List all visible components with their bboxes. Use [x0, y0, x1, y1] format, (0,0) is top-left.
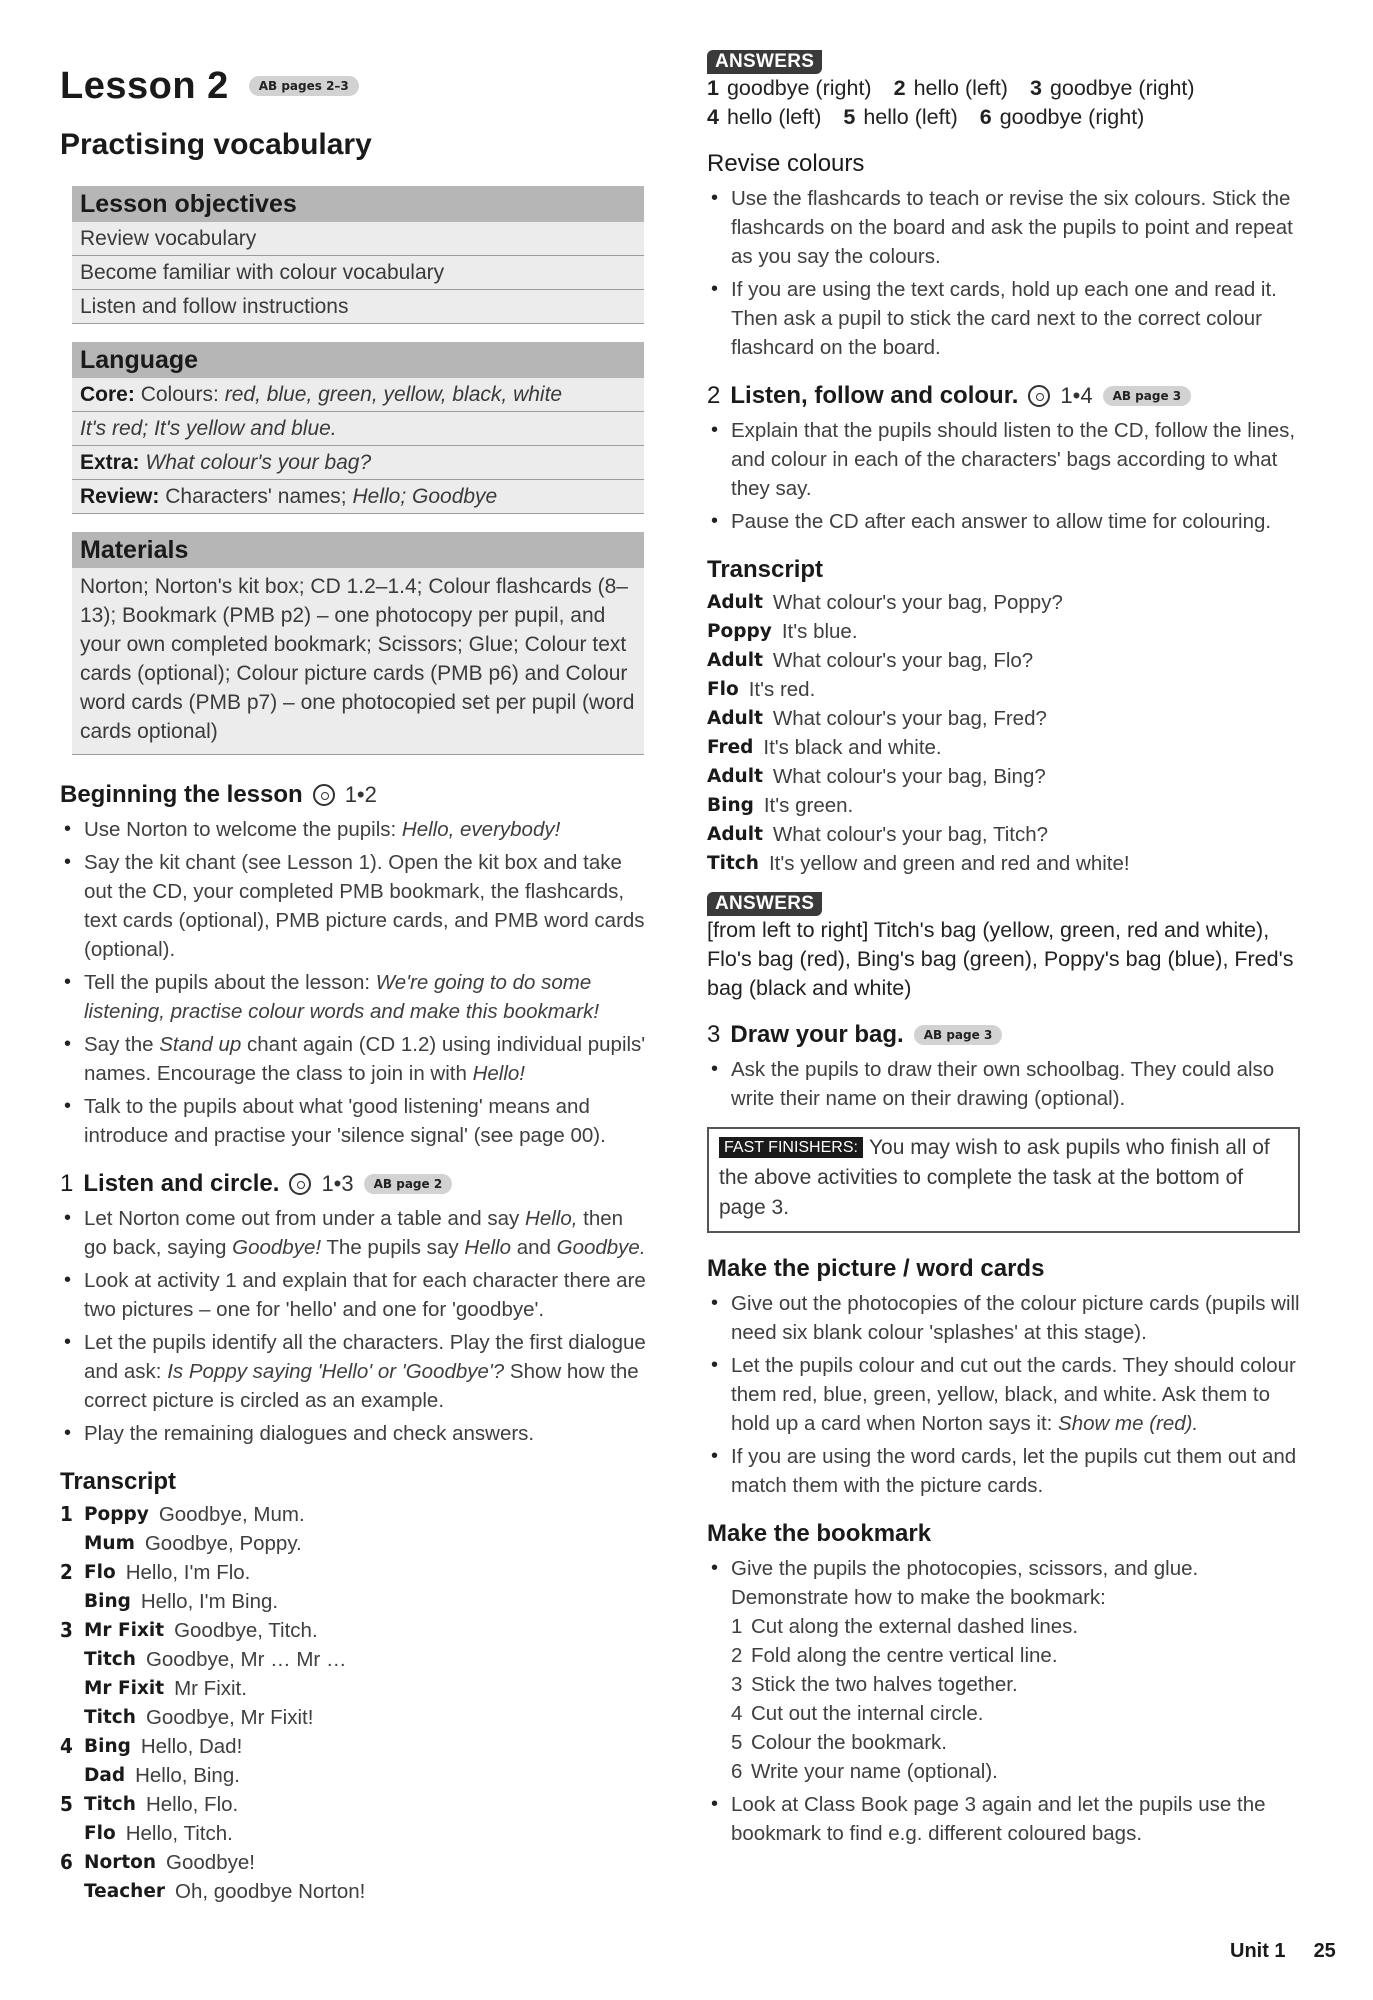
objectives-heading: Lesson objectives [72, 186, 644, 222]
step-text: Stick the two halves together. [751, 1673, 1018, 1696]
dialogue-line: What colour's your bag, Titch? [772, 823, 1049, 846]
activity3-list [707, 1055, 1300, 1113]
answer-number: 2 [893, 76, 906, 100]
language-extra: Extra: What colour's your bag? [72, 446, 644, 480]
transcript-row [60, 1819, 650, 1848]
fast-finishers-tag: FAST FINISHERS: [719, 1137, 863, 1158]
transcript-row [60, 1674, 650, 1703]
row-number [60, 1645, 84, 1674]
speaker: Mr Fixit [84, 1620, 165, 1641]
list-item: • Tell the pupils about the lesson: We're going to do some listening, practise colour words and make this bookmark! [60, 968, 650, 1026]
row-number [60, 1529, 84, 1558]
list-item: • Let Norton come out from under a table and say Hello, then go back, saying Goodbye! The pupils say Hello and Goodbye. [60, 1204, 650, 1262]
transcript-row [707, 791, 1300, 820]
list-item: • Look at activity 1 and explain that for each character there are two pictures – one for 'hello' and one for 'goodbye'. [60, 1266, 650, 1324]
transcript-row [60, 1790, 650, 1819]
speaker: Poppy [84, 1504, 149, 1525]
row-number: 1 [60, 1502, 73, 1526]
step-number: 3 [731, 1673, 743, 1696]
step-text: Cut along the external dashed lines. [751, 1615, 1079, 1638]
transcript2 [707, 588, 1300, 878]
cd-icon [1028, 385, 1050, 407]
speaker: Titch [84, 1707, 136, 1728]
speaker: Norton [84, 1852, 157, 1873]
step-number: 1 [731, 1615, 743, 1638]
cd-icon [289, 1173, 311, 1195]
speaker: Mum [84, 1533, 135, 1554]
row-number: 3 [60, 1618, 73, 1642]
transcript-row [707, 820, 1300, 849]
list-item: • Talk to the pupils about what 'good listening' means and introduce and practise your 'silence signal' (see page 00). [60, 1092, 650, 1150]
lesson-subtitle: Practising vocabulary [60, 128, 372, 161]
dialogue-line: Mr Fixit. [174, 1677, 247, 1700]
transcript-row [60, 1877, 650, 1906]
unit-label: Unit 1 [1230, 1940, 1286, 1962]
ab-pages-badge: AB pages 2–3 [249, 76, 359, 96]
dialogue-line: Hello, Titch. [125, 1822, 233, 1845]
activity1-list [60, 1204, 650, 1448]
row-number: 5 [60, 1792, 73, 1816]
answer-number: 5 [843, 105, 856, 129]
objective-item: Listen and follow instructions [72, 290, 644, 324]
row-number: 2 [60, 1560, 73, 1584]
transcript-row [60, 1616, 650, 1645]
materials-heading: Materials [72, 532, 644, 568]
list-item: • Explain that the pupils should listen to the CD, follow the lines, and colour in each of the characters' bags according to what they say. [707, 416, 1300, 503]
transcript-row [60, 1848, 650, 1877]
answer-text: hello (left) [863, 105, 958, 129]
transcript-row [707, 646, 1300, 675]
list-item: • If you are using the word cards, let the pupils cut them out and match them with the picture cards. [707, 1442, 1300, 1500]
step-text: Colour the bookmark. [751, 1731, 947, 1754]
dialogue-line: Goodbye! [166, 1851, 255, 1874]
answer-number: 6 [979, 105, 992, 129]
row-number [60, 1674, 84, 1703]
speaker: Flo [84, 1562, 116, 1583]
transcript-row [707, 617, 1300, 646]
dialogue-line: Hello, Bing. [135, 1764, 240, 1787]
track-number: 1•3 [321, 1171, 354, 1196]
transcript-row [60, 1587, 650, 1616]
transcript-row [60, 1529, 650, 1558]
revise-heading: Revise colours [707, 150, 865, 177]
materials-box [72, 532, 644, 755]
dialogue-line: Hello, I'm Bing. [140, 1590, 279, 1613]
speaker: Poppy [707, 621, 772, 642]
list-item: • Say the Stand up chant again (CD 1.2) using individual pupils' names. Encourage the class to join in with Hello! [60, 1030, 650, 1088]
dialogue-line: It's black and white. [763, 736, 942, 759]
dialogue-line: What colour's your bag, Fred? [772, 707, 1047, 730]
answer-text: goodbye (right) [999, 105, 1145, 129]
track-number: 1•4 [1060, 383, 1093, 408]
transcript-row [707, 849, 1300, 878]
answers-line [707, 103, 1300, 132]
bookmark-step [731, 1757, 1300, 1786]
dialogue-line: It's green. [763, 794, 854, 817]
dialogue-line: It's blue. [781, 620, 858, 643]
speaker: Titch [707, 853, 759, 874]
transcript-row [60, 1761, 650, 1790]
row-number: 4 [60, 1734, 73, 1758]
bookmark-steps [731, 1612, 1300, 1786]
answer-number: 1 [707, 76, 719, 100]
answer-text: hello (left) [913, 76, 1008, 100]
bookmark-step [731, 1612, 1300, 1641]
speaker: Bing [84, 1591, 131, 1612]
transcript-row [707, 704, 1300, 733]
speaker: Adult [707, 766, 763, 787]
list-item: • Use the flashcards to teach or revise the six colours. Stick the flashcards on the board and ask the pupils to point and repeat as you say the colours. [707, 184, 1300, 271]
dialogue-line: Hello, Dad! [140, 1735, 243, 1758]
step-number: 6 [731, 1760, 743, 1783]
transcript2-heading: Transcript [707, 556, 824, 583]
bookmark-list [707, 1554, 1300, 1848]
dialogue-line: What colour's your bag, Poppy? [772, 591, 1063, 614]
cd-icon [313, 784, 335, 806]
speaker: Flo [84, 1823, 116, 1844]
ab-page-badge: AB page 2 [364, 1174, 453, 1194]
answer-text: goodbye (right) [726, 76, 872, 100]
row-number [60, 1819, 84, 1848]
speaker: Adult [707, 824, 763, 845]
answers2-text: [from left to right] Titch's bag (yellow, green, red and white), Flo's bag (red), Bing's bag (green), Poppy's bag (blue), Fred's bag (black and white) [707, 918, 1294, 1000]
list-item: • Look at Class Book page 3 again and let the pupils use the bookmark to find e.g. different coloured bags. [707, 1790, 1300, 1848]
objective-item: Become familiar with colour vocabulary [72, 256, 644, 290]
dialogue-line: Goodbye, Mr … Mr … [145, 1648, 347, 1671]
answers-tag: ANSWERS [707, 892, 822, 916]
step-number: 2 [731, 1644, 743, 1667]
activity2-list [707, 416, 1300, 536]
list-item: • Pause the CD after each answer to allow time for colouring. [707, 507, 1300, 536]
dialogue-line: Goodbye, Mr Fixit! [145, 1706, 314, 1729]
list-item: • If you are using the text cards, hold up each one and read it. Then ask a pupil to stick the card next to the correct colour flashcard on the board. [707, 275, 1300, 362]
transcript-row [707, 588, 1300, 617]
answer-text: goodbye (right) [1049, 76, 1195, 100]
dialogue-line: Oh, goodbye Norton! [175, 1880, 366, 1903]
speaker: Dad [84, 1765, 126, 1786]
speaker: Adult [707, 650, 763, 671]
bookmark-step [731, 1699, 1300, 1728]
activity2-heading: 2 Listen, follow and colour. 1•4 AB page 3 [707, 382, 1300, 410]
dialogue-line: What colour's your bag, Bing? [772, 765, 1046, 788]
speaker: Flo [707, 679, 739, 700]
row-number [60, 1761, 84, 1790]
answer-text: hello (left) [726, 105, 822, 129]
dialogue-line: What colour's your bag, Flo? [772, 649, 1034, 672]
language-core-line2: It's red; It's yellow and blue. [72, 412, 644, 446]
step-text: Cut out the internal circle. [751, 1702, 984, 1725]
list-item: • Ask the pupils to draw their own schoolbag. They could also write their name on their drawing (optional). [707, 1055, 1300, 1113]
language-core: Core: Colours: red, blue, green, yellow, black, white [72, 378, 644, 412]
lesson-title: Lesson 2 [60, 64, 229, 107]
speaker: Adult [707, 708, 763, 729]
speaker: Titch [84, 1649, 136, 1670]
transcript-row [707, 675, 1300, 704]
step-text: Fold along the centre vertical line. [751, 1644, 1058, 1667]
list-item: • Let the pupils colour and cut out the cards. They should colour them red, blue, green, yellow, black, and white. Ask them to hold up a card when Norton says it: Show me (red). [707, 1351, 1300, 1438]
bookmark-step [731, 1641, 1300, 1670]
transcript1-heading: Transcript [60, 1468, 177, 1495]
fast-finishers-box: FAST FINISHERS: You may wish to ask pupils who finish all of the above activities to complete the task at the bottom of page 3. [707, 1127, 1300, 1233]
materials-text: Norton; Norton's kit box; CD 1.2–1.4; Colour flashcards (8–13); Bookmark (PMB p2) – one photocopy per pupil, and your own completed bookmark; Scissors; Glue; Colour text cards (optional); Colour picture cards (PMB p6) and Colour word cards (PMB p7) – one photocopied set per pupil (word cards optional) [72, 568, 644, 755]
row-number [60, 1877, 84, 1906]
dialogue-line: Hello, Flo. [145, 1793, 239, 1816]
objectives-box [72, 186, 644, 324]
row-number: 6 [60, 1850, 73, 1874]
language-heading: Language [72, 342, 644, 378]
dialogue-line: Goodbye, Titch. [174, 1619, 318, 1642]
list-item: • Use Norton to welcome the pupils: Hello, everybody! [60, 815, 650, 844]
speaker: Fred [707, 737, 754, 758]
revise-list [707, 184, 1300, 362]
activity3-heading: 3 Draw your bag. AB page 3 [707, 1021, 1300, 1049]
picture-cards-list [707, 1289, 1300, 1500]
step-number: 4 [731, 1702, 743, 1725]
speaker: Titch [84, 1794, 136, 1815]
picture-cards-heading: Make the picture / word cards [707, 1255, 1045, 1282]
language-review: Review: Characters' names; Hello; Goodbye [72, 480, 644, 514]
transcript-row [60, 1500, 650, 1529]
page-number: 25 [1313, 1940, 1336, 1962]
objective-item: Review vocabulary [72, 222, 644, 256]
list-item: • Say the kit chant (see Lesson 1). Open the kit box and take out the CD, your completed PMB bookmark, the flashcards, text cards (optional), PMB picture cards, and PMB word cards (optional). [60, 848, 650, 964]
row-number [60, 1703, 84, 1732]
bookmark-step [731, 1728, 1300, 1757]
transcript-row [60, 1558, 650, 1587]
answer-number: 3 [1029, 76, 1042, 100]
list-item: • Give out the photocopies of the colour picture cards (pupils will need six blank colour 'splashes' at this stage). [707, 1289, 1300, 1347]
track-number: 1•2 [344, 782, 377, 807]
activity1-heading: 1 Listen and circle. 1•3 AB page 2 [60, 1170, 650, 1198]
ab-page-badge: AB page 3 [1103, 386, 1192, 406]
answers1 [707, 74, 1300, 132]
lesson-header [60, 56, 650, 116]
transcript-row [707, 733, 1300, 762]
step-text: Write your name (optional). [751, 1760, 998, 1783]
dialogue-line: It's red. [748, 678, 816, 701]
transcript-row [707, 762, 1300, 791]
row-number [60, 1587, 84, 1616]
dialogue-line: Goodbye, Mum. [158, 1503, 305, 1526]
speaker: Teacher [84, 1881, 166, 1902]
left-column [60, 50, 650, 1906]
dialogue-line: Goodbye, Poppy. [144, 1532, 302, 1555]
transcript-row [60, 1645, 650, 1674]
dialogue-line: It's yellow and green and red and white! [768, 852, 1130, 875]
speaker: Bing [84, 1736, 131, 1757]
speaker: Adult [707, 592, 763, 613]
page-footer [1230, 1940, 1336, 1963]
beginning-list [60, 815, 650, 1150]
speaker: Mr Fixit [84, 1678, 165, 1699]
ab-page-badge: AB page 3 [914, 1025, 1003, 1045]
transcript-row [60, 1732, 650, 1761]
step-number: 5 [731, 1731, 743, 1754]
bookmark-step [731, 1670, 1300, 1699]
beginning-heading: Beginning the lesson 1•2 [60, 781, 377, 808]
list-item: • Let the pupils identify all the characters. Play the first dialogue and ask: Is Poppy saying 'Hello' or 'Goodbye'? Show how the correct picture is circled as an example. [60, 1328, 650, 1415]
answer-number: 4 [707, 105, 719, 129]
answers-tag: ANSWERS [707, 50, 822, 74]
answers-line [707, 74, 1300, 103]
list-item: • Play the remaining dialogues and check answers. [60, 1419, 650, 1448]
transcript1 [60, 1500, 650, 1906]
language-box [72, 342, 644, 514]
bookmark-heading: Make the bookmark [707, 1520, 932, 1547]
speaker: Bing [707, 795, 754, 816]
transcript-row [60, 1703, 650, 1732]
right-column [707, 50, 1300, 1868]
list-item: • Give the pupils the photocopies, scissors, and glue. Demonstrate how to make the bookmark: 1 Cut along the external dashed lines. 2 Fold along the centre vertical line. 3 Stick the two halves together. 4 Cut out the internal circle. 5 Colour the bookmark. 6 Write your name (optional). [707, 1554, 1300, 1786]
dialogue-line: Hello, I'm Flo. [125, 1561, 251, 1584]
